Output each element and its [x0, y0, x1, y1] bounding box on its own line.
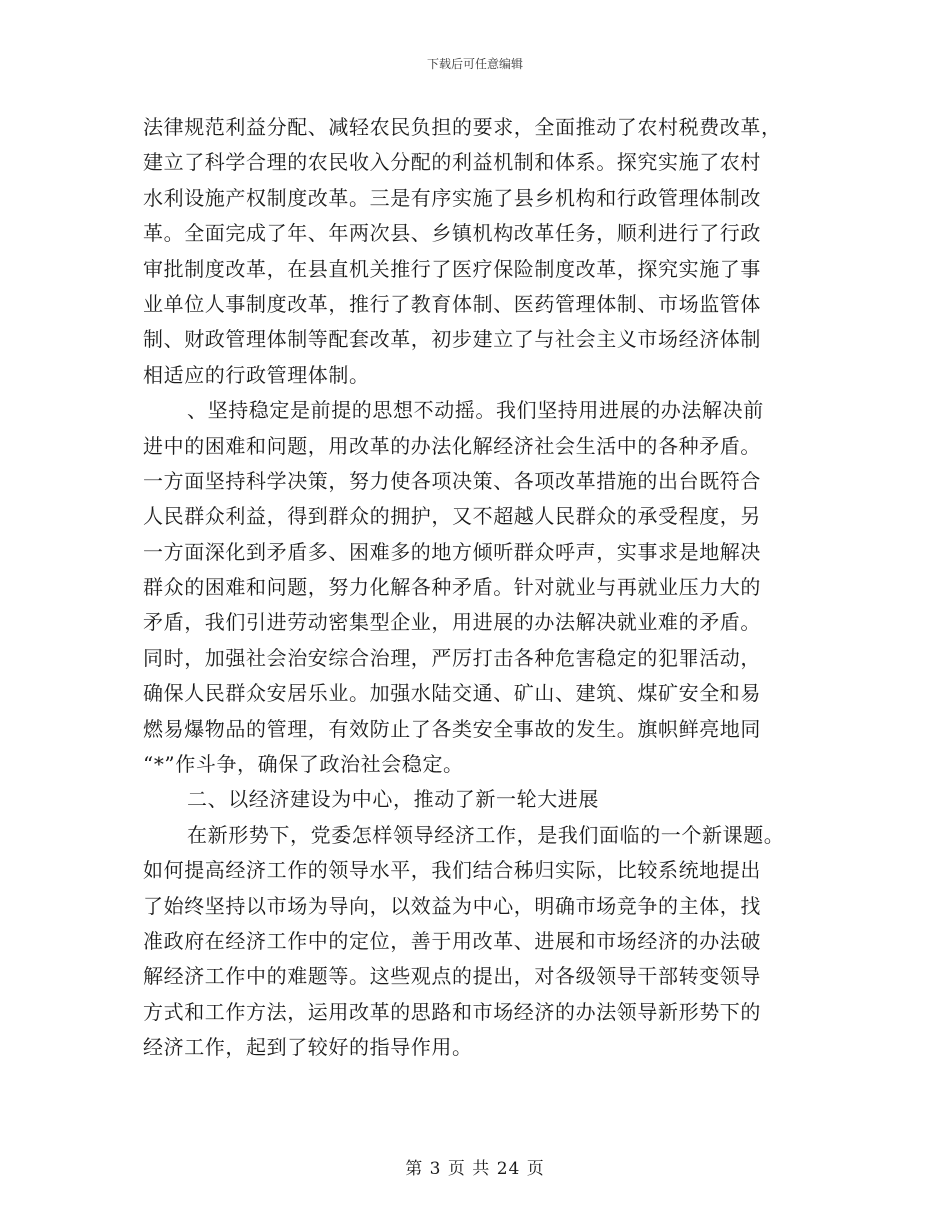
body-line: 经济工作，起到了较好的指导作用。	[143, 1035, 473, 1060]
document-body	[143, 110, 823, 1066]
body-line: 进中的困难和问题，用改革的办法化解经济社会生活中的各种矛盾。	[143, 433, 761, 458]
body-line: 水利设施产权制度改革。三是有序实施了县乡机构和行政管理体制改	[143, 185, 761, 210]
page-header: 下载后可任意编辑	[426, 57, 523, 71]
paragraph-start-line: 、坚持稳定是前提的思想不动摇。我们坚持用进展的办法解决前	[187, 398, 764, 423]
body-line: 确保人民群众安居乐业。加强水陆交通、矿山、建筑、煤矿安全和易	[143, 681, 761, 706]
body-line: 一方面坚持科学决策，努力使各项决策、各项改革措施的出台既符合	[143, 468, 761, 493]
body-line: 相适应的行政管理体制。	[143, 362, 370, 387]
body-line: 审批制度改革，在县直机关推行了医疗保险制度改革，探究实施了事	[143, 256, 761, 281]
body-line: 法律规范利益分配、减轻农民负担的要求，全面推动了农村税费改革，	[143, 115, 782, 139]
body-line: 建立了科学合理的农民收入分配的利益机制和体系。探究实施了农村	[143, 150, 761, 175]
body-line: 革。全面完成了年、年两次县、乡镇机构改革任务，顺利进行了行政	[143, 221, 761, 246]
body-line: “*”作斗争，确保了政治社会稳定。	[143, 752, 464, 777]
body-line: 一方面深化到矛盾多、困难多的地方倾听群众呼声，实事求是地解决	[143, 539, 761, 564]
body-line: 如何提高经济工作的领导水平，我们结合秭归实际，比较系统地提出	[143, 858, 761, 883]
body-line: 准政府在经济工作中的定位，善于用改革、进展和市场经济的办法破	[143, 928, 761, 953]
body-line: 了始终坚持以市场为导向，以效益为中心，明确市场竞争的主体，找	[143, 893, 761, 918]
body-line: 制、财政管理体制等配套改革，初步建立了与社会主义市场经济体制	[143, 327, 761, 352]
body-line: 燃易爆物品的管理，有效防止了各类安全事故的发生。旗帜鲜亮地同	[143, 716, 761, 741]
body-line: 业单位人事制度改革，推行了教育体制、医药管理体制、市场监管体	[143, 291, 761, 316]
body-line: 矛盾，我们引进劳动密集型企业，用进展的办法解决就业难的矛盾。	[143, 610, 761, 635]
body-line: 同时，加强社会治安综合治理，严厉打击各种危害稳定的犯罪活动，	[143, 645, 761, 670]
section-heading: 二、以经济建设为中心，推动了新一轮大进展	[187, 787, 599, 812]
body-line: 解经济工作中的难题等。这些观点的提出，对各级领导干部转变领导	[143, 964, 761, 989]
body-line: 人民群众利益，得到群众的拥护，又不超越人民群众的承受程度，另	[143, 504, 761, 529]
body-line: 方式和工作方法，运用改革的思路和市场经济的办法领导新形势下的	[143, 999, 761, 1024]
body-line: 群众的困难和问题，努力化解各种矛盾。针对就业与再就业压力大的	[143, 575, 761, 600]
page-number-footer: 第 3 页 共 24 页	[405, 1159, 545, 1179]
paragraph-start-line: 在新形势下，党委怎样领导经济工作，是我们面临的一个新课题。	[187, 822, 785, 847]
